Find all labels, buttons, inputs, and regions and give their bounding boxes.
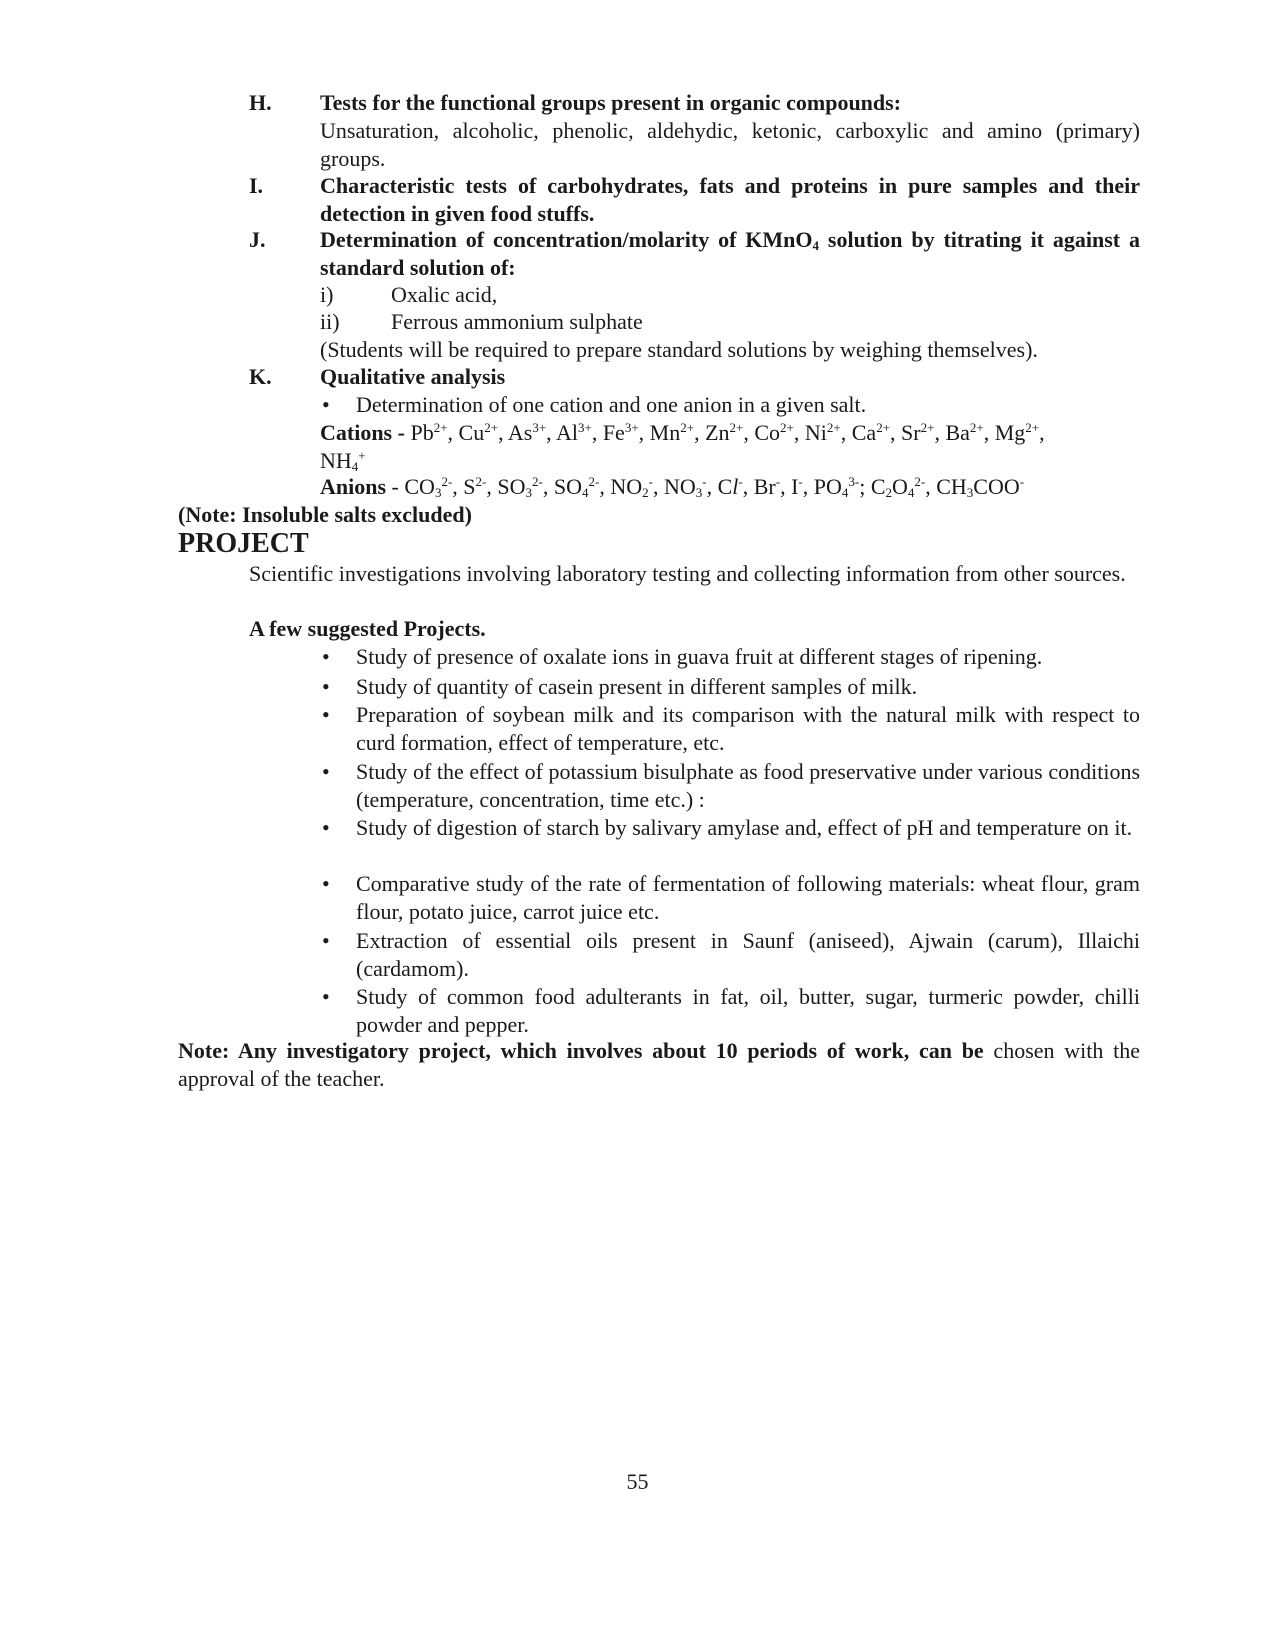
anions-list: Anions - $CO_3^{2-}$, $S^{2-}$, $SO_3^{2-}$, $SO_4^{2-}$, $NO_2^-$, $NO_3^-$, Cl-, Br-, I-, $PO_4^{3-}$; $C_2O_4^{2-}$, $CH_3COO^-$ bbox=[320, 474, 1025, 500]
bullet-icon: • bbox=[322, 871, 330, 896]
section-h-label: H. bbox=[249, 90, 272, 115]
bullet-icon: • bbox=[322, 815, 330, 840]
section-h-heading: Tests for the functional groups present in organic compounds: bbox=[320, 90, 902, 115]
section-j-item-1-num: i) bbox=[320, 282, 334, 307]
section-h-body: Unsaturation, alcoholic, phenolic, aldehydic, ketonic, carboxylic and amino (primary) groups. bbox=[320, 118, 1140, 171]
bullet-icon: • bbox=[322, 674, 330, 699]
bullet-icon: • bbox=[322, 392, 330, 417]
project-item-7: Extraction of essential oils present in Saunf (aniseed), Ajwain (carum), Illaichi (cardamom). bbox=[356, 928, 1140, 981]
insoluble-salts-note: (Note: Insoluble salts excluded) bbox=[178, 502, 472, 527]
section-k-heading: Qualitative analysis bbox=[320, 364, 506, 389]
section-j-label: J. bbox=[249, 227, 266, 252]
project-item-5: Study of digestion of starch by salivary amylase and, effect of pH and temperature on it. bbox=[356, 815, 1133, 840]
section-j-item-2-text: Ferrous ammonium sulphate bbox=[391, 309, 643, 334]
closing-note: Note: Any investigatory project, which involves about 10 periods of work, can be chosen with the approval of the teacher. bbox=[178, 1038, 1140, 1091]
section-i-label: I. bbox=[249, 173, 264, 198]
section-k-label: K. bbox=[249, 364, 272, 389]
project-item-4: Study of the effect of potassium bisulphate as food preservative under various conditions (temperature, concentration, time etc.) : bbox=[356, 759, 1140, 812]
cations-list: Cations - $Pb^{2+}$, $Cu^{2+}$, $As^{3+}$, $Al^{3+}$, $Fe^{3+}$, $Mn^{2+}$, $Zn^{2+}$, $Co^{2+}$, $Ni^{2+}$, $Ca^{2+}$, $Sr^{2+}$, $Ba^{2+}$, $Mg^{2+}$, $NH_4^+$ bbox=[320, 420, 1045, 474]
project-title: PROJECT bbox=[178, 528, 309, 559]
bullet-icon: • bbox=[322, 702, 330, 727]
bullet-icon: • bbox=[322, 759, 330, 784]
project-intro: Scientific investigations involving laboratory testing and collecting information from other sources. bbox=[249, 561, 1126, 586]
project-item-2: Study of quantity of casein present in different samples of milk. bbox=[356, 674, 918, 699]
project-item-1: Study of presence of oxalate ions in guava fruit at different stages of ripening. bbox=[356, 644, 1043, 669]
project-item-3: Preparation of soybean milk and its comparison with the natural milk with respect to curd formation, effect of temperature, etc. bbox=[356, 702, 1140, 755]
section-j-note: (Students will be required to prepare standard solutions by weighing themselves). bbox=[320, 337, 1038, 362]
section-i-heading: Characteristic tests of carbohydrates, fats and proteins in pure samples and their detection in given food stuffs. bbox=[320, 173, 1140, 226]
section-j-item-1-text: Oxalic acid, bbox=[391, 282, 498, 307]
bullet-icon: • bbox=[322, 644, 330, 669]
section-j-heading: Determination of concentration/molarity of KMnO$_4$ solution by titrating it against a standard solution of: bbox=[320, 227, 1140, 280]
section-j-item-2-num: ii) bbox=[320, 309, 340, 334]
section-k-bullet-text: Determination of one cation and one anion in a given salt. bbox=[356, 392, 867, 417]
suggested-projects-heading: A few suggested Projects. bbox=[249, 616, 486, 641]
bullet-icon: • bbox=[322, 928, 330, 953]
project-item-8: Study of common food adulterants in fat, oil, butter, sugar, turmeric powder, chilli powder and pepper. bbox=[356, 984, 1140, 1037]
bullet-icon: • bbox=[322, 984, 330, 1009]
page-number: 55 bbox=[626, 1469, 649, 1494]
project-item-6: Comparative study of the rate of fermentation of following materials: wheat flour, gram flour, potato juice, carrot juice etc. bbox=[356, 871, 1140, 924]
